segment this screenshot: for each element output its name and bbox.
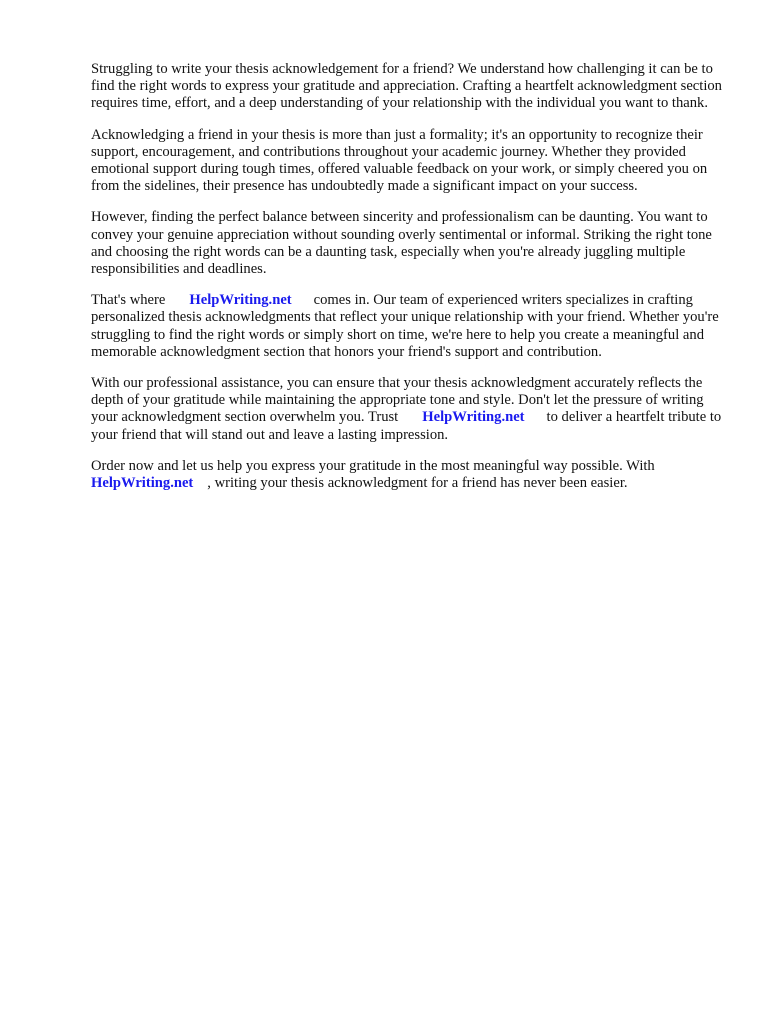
paragraph-service-lead: That's where: [91, 292, 166, 309]
paragraph-order: [91, 458, 723, 492]
paragraph-balance: However, finding the perfect balance between sincerity and professionalism can be daunting. You want to convey your genuine appreciation without sounding overly sentimental or informal. Striking the right tone and choosing the right words can be a daunting task, especially when you're already juggling multiple responsibilities and deadlines.: [91, 209, 712, 278]
paragraph-assistance: [91, 375, 723, 444]
paragraph-order-lead: Order now and let us help you express your gratitude in the most meaningful way possible. With: [91, 457, 655, 474]
paragraph-assistance-lead: With our professional assistance, you can ensure that your thesis acknowledgment accurately reflects the depth of your gratitude while maintaining the appropriate tone and style. Don't let the pressure of writing your acknowledgment section overwhelm you. Trust: [91, 375, 704, 426]
helpwriting-link[interactable]: HelpWriting.net: [422, 409, 525, 426]
paragraph-order-rest: , writing your thesis acknowledgment for a friend has never been easier.: [207, 475, 628, 492]
helpwriting-link[interactable]: HelpWriting.net: [189, 292, 292, 309]
helpwriting-link[interactable]: HelpWriting.net: [91, 475, 194, 492]
paragraph-assistance-rest: to deliver a heartfelt tribute to your friend that will stand out and leave a lasting impression.: [91, 409, 722, 443]
paragraph-service-rest: comes in. Our team of experienced writers specializes in crafting personalized thesis acknowledgments that reflect your unique relationship with your friend. Whether you're struggling to find the right words or simply short on time, we're here to help you create a meaningful and memorable acknowledgment section that honors your friend's support and contribution.: [91, 292, 719, 360]
paragraph-friend: Acknowledging a friend in your thesis is more than just a formality; it's an opportunity to recognize their support, encouragement, and contributions throughout your academic journey. Whether they provided emotional support during tough times, offered valuable feedback on your work, or simply cheered you on from the sidelines, their presence has undoubtedly made a significant impact on your success.: [91, 126, 708, 195]
paragraph-service: [91, 292, 723, 361]
paragraph-intro: Struggling to write your thesis acknowledgement for a friend? We understand how challenging it can be to find the right words to express your gratitude and appreciation. Crafting a heartfelt acknowledgment section requires time, effort, and a deep understanding of your relationship with the individual you want to thank.: [91, 61, 722, 112]
document-body: [91, 61, 723, 506]
